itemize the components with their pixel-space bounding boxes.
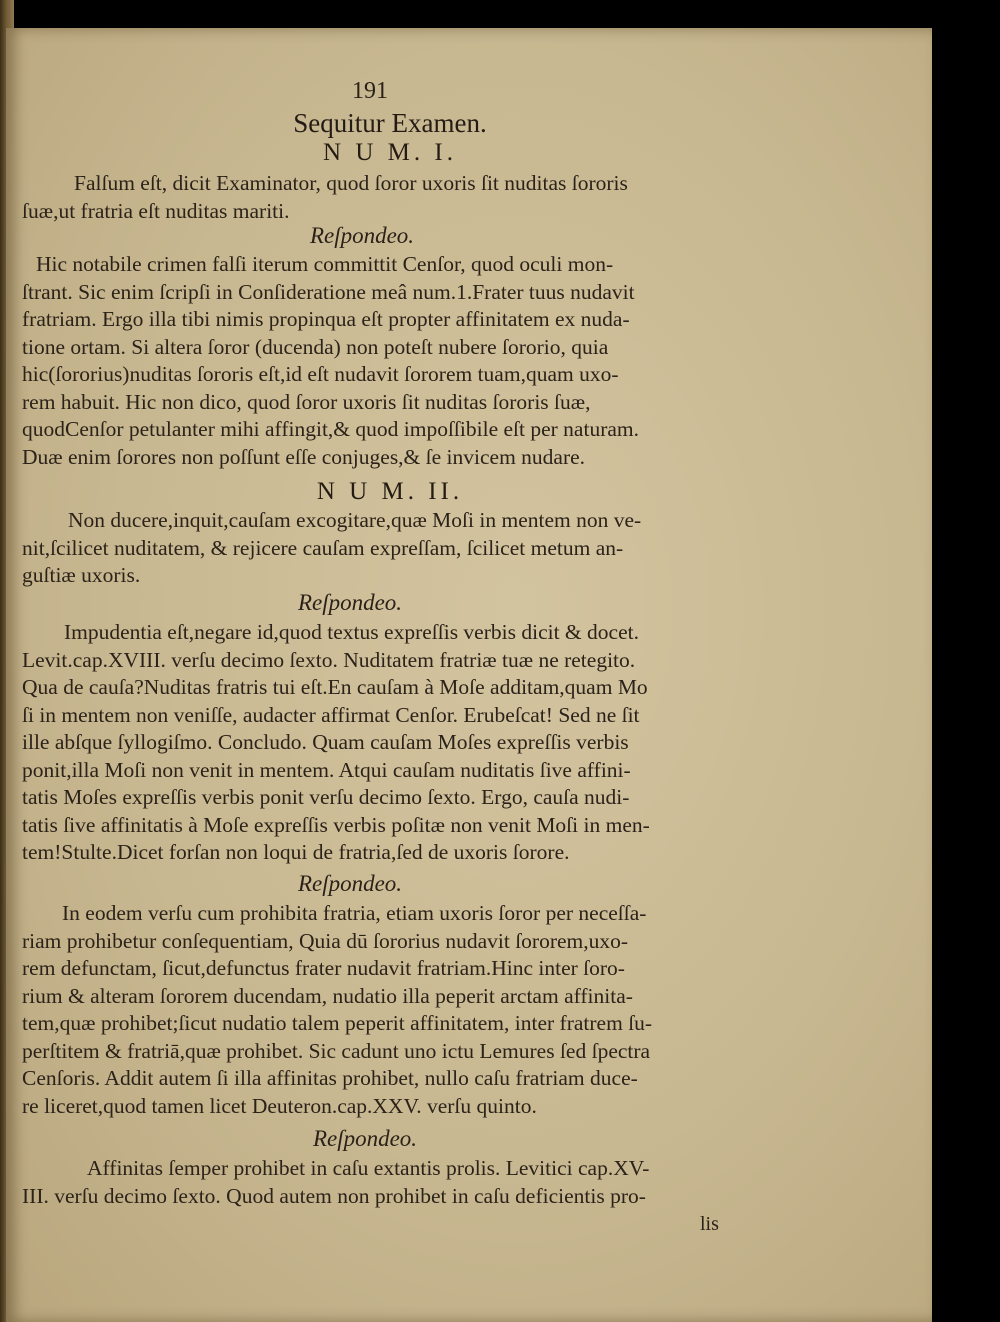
respondeo-label: Reſpondeo. [309,223,415,248]
respondeo-label: Reſpondeo. [312,1126,418,1151]
paragraph-num1-claim [22,170,730,225]
text-line: ſi in mentem non veniſſe, audacter affirmat Cenſor. Erubeſcat! Sed ne ſit [22,702,640,727]
catchword: lis [700,1213,719,1235]
page-number: 191 [352,78,388,104]
text-line: tatis ſive affinitatis à Moſe expreſſis verbis poſitæ non venit Moſi in men- [22,812,650,837]
text-line: tem,quæ prohibet;ſicut nudatio talem peperit affinitatem, inter fratrem ſu- [22,1011,653,1035]
text-line: rem defunctam, ſicut,defunctus frater nudavit fratriam.Hinc inter ſoro- [22,956,625,980]
paragraph-num2-response [22,619,730,867]
text-line: guſtiæ uxoris. [22,563,141,587]
respondeo-label: Reſpondeo. [297,590,403,615]
text-line: quodCenſor petulanter mihi affingit,& quod impoſſibile eſt per naturam. [22,417,640,441]
text-line: Hic notabile crimen falſi iterum committit Cenſor, quod oculi mon- [36,252,614,276]
text-line: tem!Stulte.Dicet forſan non loqui de fratria,ſed de uxoris ſorore. [22,840,570,864]
text-line: hic(ſororius)nuditas ſororis eſt,id eſt nudavit ſororem tuam,quam uxo- [22,362,619,386]
text-line: Cenſoris. Addit autem ſi illa affinitas prohibet, nullo caſu fratriam duce- [22,1066,638,1090]
text-line: nit,ſcilicet nuditatem, & rejicere cauſam expreſſam, ſcilicet metum an- [22,535,624,560]
text-line: re liceret,quod tamen licet Deuteron.cap.XXV. verſu quinto. [22,1093,537,1118]
paragraph-num1-response [22,251,730,471]
running-head: Sequitur Examen. [293,108,487,138]
text-line: ponit,illa Moſi non venit in mentem. Atqui cauſam nuditatis ſive affini- [22,757,631,782]
text-line: Affinitas ſemper prohibet in caſu extantis prolis. Levitici cap.XV- [87,1156,650,1180]
text-line: rem habuit. Hic non dico, quod ſoror uxoris ſit nuditas ſororis ſuæ, [22,389,591,414]
text-line: Impudentia eſt,negare id,quod textus expreſſis verbis dicit & docet. [64,620,639,644]
text-line: Qua de cauſa?Nuditas fratris tui eſt.En cauſam à Moſe additam,quam Mo [22,675,648,699]
section-heading-num1: N U M. I. [323,139,457,166]
text-line: riam prohibetur conſequentiam, Quia dū ſororius nudavit ſororem,uxo- [22,928,629,953]
text-line: Falſum eſt, dicit Examinator, quod ſoror uxoris ſit nuditas ſororis [74,171,628,195]
text-line: ſtrant. Sic enim ſcripſi in Conſideratione meâ num.1.Frater tuus nudavit [22,279,635,304]
paragraph-num2-response3 [22,1155,730,1210]
text-line: perſtitem & fratriā,quæ prohibet. Sic cadunt uno ictu Lemures ſed ſpectra [22,1038,651,1063]
text-line: rium & alteram ſororem ducendam, nudatio illa peperit arctam affinita- [22,983,633,1008]
text-line: ſuæ,ut fratria eſt nuditas mariti. [22,198,290,223]
text-line: III. verſu decimo ſexto. Quod autem non prohibet in caſu deficientis pro- [22,1183,646,1208]
text-line: Levit.cap.XVIII. verſu decimo ſexto. Nuditatem fratriæ tuæ ne retegito. [22,647,636,672]
text-line: fratriam. Ergo illa tibi nimis propinqua eſt propter affinitatem ex nuda- [22,307,630,331]
text-line: tione ortam. Si altera ſoror (ducenda) non poteſt nubere ſororio, quia [22,334,609,359]
text-line: Duæ enim ſorores non poſſunt eſſe conjuges,& ſe invicem nudare. [22,444,586,469]
text-line: In eodem verſu cum prohibita fratria, etiam uxoris ſoror per neceſſa- [62,901,647,925]
text-line: ille abſque ſyllogiſmo. Concludo. Quam cauſam Moſes expreſſis verbis [22,730,629,754]
respondeo-label: Reſpondeo. [297,871,403,896]
paragraph-num2-response2 [22,900,730,1120]
paragraph-num2-claim [22,507,730,590]
section-heading-num2: N U M. II. [316,478,464,505]
text-line: Non ducere,inquit,cauſam excogitare,quæ Moſi in mentem non ve- [68,508,642,532]
text-line: tatis Moſes expreſſis verbis ponit verſu decimo ſexto. Ergo, cauſa nudi- [22,785,630,809]
